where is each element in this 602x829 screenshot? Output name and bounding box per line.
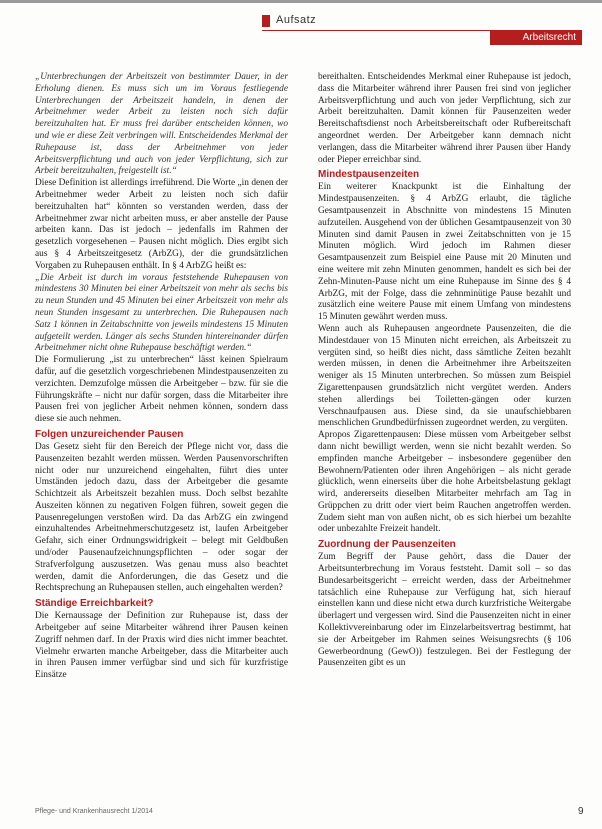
page-number: 9 xyxy=(578,806,584,817)
section-heading: Ständige Erreichbarkeit? xyxy=(35,598,154,610)
top-rule xyxy=(0,0,602,3)
footer-source: Pflege- und Krankenhausrecht 1/2014 xyxy=(35,808,153,815)
section-heading: Folgen unzureichender Pausen xyxy=(35,428,184,440)
paragraph: Zum Begriff der Pause gehört, dass die Dauer der Arbeitsunterbrechung im Voraus feststeht. Damit soll – so das Bundesarbeitsgericht – erreicht werden, dass der Arbeitnehmer tatsächlich eine Ruhepause zur Verfügung hat, sich hierauf einstellen kann und diese nicht etwa durch kurzfristiche Weitergabe überlagert und vergessen wird. Sind die Pausenzeiten nicht in einer Kollektivvereinbarung oder im Einzelarbeitsvertrag bestimmt, hat sie der Arbeitgeber im Rahmen seines Weisungsrechts (§ 106 Gewerbeordnung (GewO)) festzulegen. Bei der Festlegung der Pausenzeiten gibt es un xyxy=(318,552,571,669)
category-tag: Arbeitsrecht xyxy=(490,31,582,45)
law-quote: „Die Arbeit ist durch im voraus feststehende Ruhepausen von mindestens 30 Minuten bei einer Arbeitszeit von mehr als sechs bis zu neun Stunden und 45 Minuten bei einer Arbeitszeit von mehr als neun Stunden insgesamt zu unterbrechen. Die Ruhepausen nach Satz 1 können in Zeitabschnitte von jeweils mindestens 15 Minuten aufgeteilt werden. Länger als sechs Stunden hintereinander dürfen Arbeitnehmer nicht ohne Ruhepause beschäftigt werden.“ xyxy=(35,272,288,354)
paragraph: bereithalten. Entscheidendes Merkmal einer Ruhepause ist jedoch, dass die Mitarbeiter während ihrer Pausen frei sind von jeglicher Arbeitsverpflichtung und auch von jeder Verpflichtung, sich zur Arbeit bereitzuhalten. Damit können für Pausenzeiten weder Bereitschaftsdienst noch Arbeitsbereitschaft oder Rufbereitschaft angeordnet werden. Der Arbeitgeber kann demnach nicht verlangen, dass die Mitarbeiter während ihrer Pausen über Handy oder Pieper erreichbar sind. xyxy=(318,72,571,165)
section-heading: Zuordnung der Pausenzeiten xyxy=(318,539,456,551)
header-marker xyxy=(262,15,270,27)
paragraph: Wenn auch als Ruhepausen angeordnete Pausenzeiten, die die Mindestdauer von 15 Minuten nicht erreichen, als Arbeitszeit zu vergüten sind, so heißt dies nicht, dass sämtliche Zeiten bezahlt werden müssen, in denen die Arbeitnehmer ihre Arbeitszeiten weniger als 15 Minuten unterbrechen. So müssen zum Beispiel Zigarettenpausen grundsätzlich nicht vergütet werden. Anders stehen allerdings bei Toiletten-gängen oder kurzen Verschnaufpausen aus. Diese sind, da sie unaufschiebbaren menschlichen Grundbedürfnissen zugeordnet werden, zu vergüten. xyxy=(318,323,571,429)
paragraph: Das Gesetz sieht für den Bereich der Pflege nicht vor, dass die Pausenzeiten bezahlt werden müssen. Werden Pausenvorschriften nicht oder nur unzureichend eingehalten, führt dies unter Umständen jedoch dazu, dass der Arbeitgeber die gesamte Schichtzeit als Arbeitszeit bezahlen muss. Doch selbst bezahlte Auszeiten können zu negativen Folgen führen, soweit gegen die Pausenregelungen verstoßen wird. Da das ArbZG ein zwingend einzuhaltendes Arbeitnehmerschutzgesetz ist, laufen Arbeitgeber Gefahr, sich einer Ordnungswidrigkeit – belegt mit Geldbußen und/oder Pausenaufzeichnungspflichten – oder sogar der Strafverfolgung auszusetzen. Was genau muss also beachtet werden, damit die Anforderungen, die das Gesetz und die Rechtsprechung an Ruhepausen stellen, auch eingehalten werden? xyxy=(35,441,288,594)
paragraph: Ein weiterer Knackpunkt ist die Einhaltung der Mindestpausenzeiten. § 4 ArbZG erlaubt, die tägliche Gesamtpausenzeit in Abschnitte von mindestens 15 Minuten aufzuteilen. Ausgehend von der üblichen Gesamtpausenzeit von 30 Minuten sind damit Pausen in zwei Zeitabschnitten von je 15 Minuten möglich. Wird jedoch im Rahmen dieser Gesamtpausenzeit zum Beispiel eine Pause mit 20 Minuten und eine weitere mit zehn Minuten genommen, handelt es sich bei der Zehn-Minuten-Pause nicht um eine Ruhepause im Sinne des § 4 ArbZG, mit der Folge, dass die zehnminütige Pause bezahlt und zusätzlich eine weitere Pause mit einem Umfang von mindestens 15 Minuten gewährt werden muss. xyxy=(318,182,571,323)
left-column xyxy=(35,72,288,682)
definition-quote: „Unterbrechungen der Arbeitszeit von bestimmter Dauer, in der Erholung dienen. Es muss sich um im Voraus festliegende Unterbrechungen der Arbeitszeit handeln, in denen der Arbeitnehmer weder Arbeit zu leisten noch sich dafür bereitzuhalten hat. Er muss frei darüber entscheiden können, wo und wie er diese Zeit verbringen will. Entscheidendes Merkmal der Ruhepause ist, dass der Arbeitnehmer von jeder Arbeitsverpflichtung und auch von jeder Verpflichtung, sich zur Arbeit bereitzuhalten, freigestellt ist.“ xyxy=(35,72,288,177)
section-heading: Mindestpausenzeiten xyxy=(318,169,420,181)
paragraph: Die Formulierung „ist zu unterbrechen“ lässt keinen Spielraum dafür, auf die gesetzlich vorgeschriebenen Mindestpausenzeiten zu verzichten. Demzufolge müssen die Arbeitgeber – bzw. für sie die Führungskräfte – nicht nur dafür sorgen, dass die Mitarbeiter ihre Pausen frei von jeglicher Arbeit nehmen können, sondern dass diese sie auch nehmen. xyxy=(35,355,288,425)
paragraph: Apropos Zigarettenpausen: Diese müssen vom Arbeitgeber selbst dann nicht bewilligt werden, wenn sie nicht bezahlt werden. So empfinden manche Arbeitgeber – insbesondere gegenüber den Bewohnern/Patienten oder ihren Angehörigen – als nicht gerade glücklich, wenn einerseits über die hohe Arbeitsbelastung geklagt wird, andererseits dieselben Mitarbeiter mehrfach am Tag in Grüppchen zu dritt oder viert beim Rauchen angetroffen werden. Zudem sieht man von außen nicht, ob es sich hierbei um bezahlte oder unbezahlte Freizeit handelt. xyxy=(318,430,571,535)
paragraph: Diese Definition ist allerdings irreführend. Die Worte „in denen der Arbeitnehmer weder Arbeit zu leisten noch sich dafür bereitzuhalten hat“ könnten so verstanden werden, dass der Arbeitnehmer zwar nicht arbeiten muss, er aber anstelle der Pause arbeiten kann. Das ist jedoch – jedenfalls im Rahmen der gesetzlich vorgesehenen – Pausen nicht möglich. Dies ergibt sich aus § 4 Arbeitszeitgesetz (ArbZG), der die grundsätzlichen Vorgaben zu Ruhepausen enthält. In § 4 ArbZG heißt es: xyxy=(35,178,288,271)
paragraph: Die Kernaussage der Definition zur Ruhepause ist, dass der Arbeitgeber auf seine Mitarbeiter während ihrer Pausen keinen Zugriff nehmen darf. In der Praxis wird dies nicht immer beachtet. Vielmehr erwarten manche Arbeitgeber, dass die Mitarbeiter auch in ihren Pausen immer verfügbar sind und sich für kurzfristige Einsätze xyxy=(35,611,288,681)
section-label: Aufsatz xyxy=(276,14,317,26)
right-column xyxy=(318,72,571,670)
